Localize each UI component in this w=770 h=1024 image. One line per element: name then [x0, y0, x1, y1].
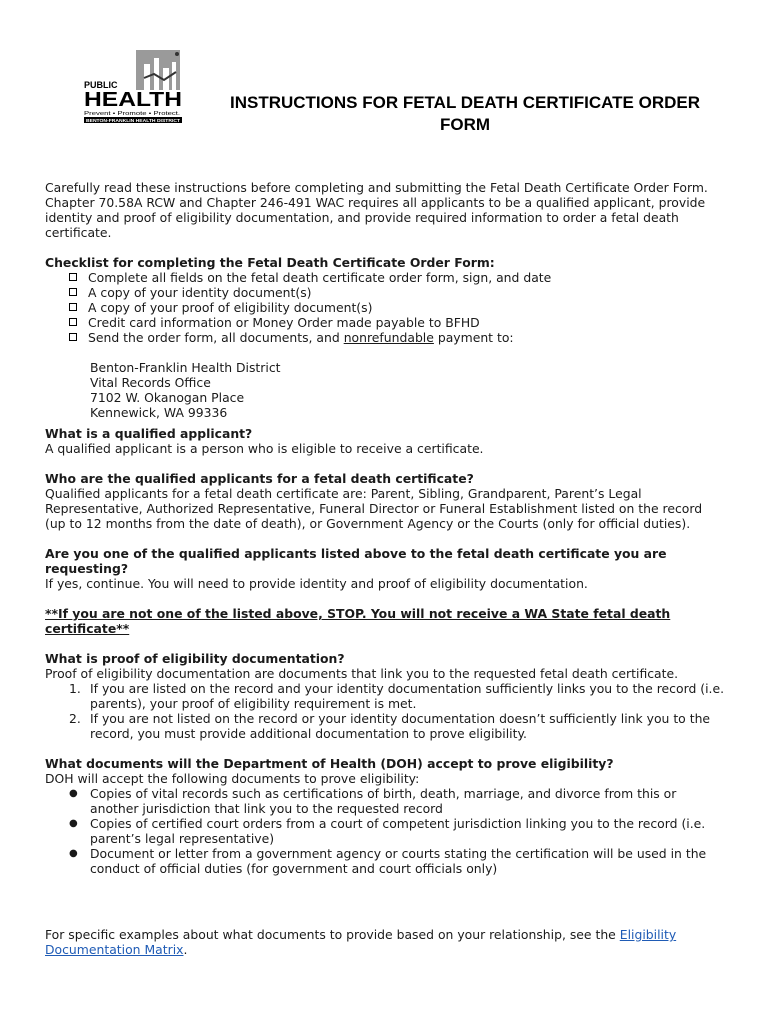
intro-paragraph: Carefully read these instructions before completing and submitting the Fetal Death Certificate Order Form. Chapter 70.58A RCW and Chapter 246-491 WAC requires all applicants to be a qualified applicant, provide identity and proof of eligibility documentation, and provide required information to order a fetal death certificate. [45, 180, 708, 240]
bullet-icon: ● [69, 848, 78, 859]
checklist-heading: Checklist for completing the Fetal Death Certificate Order Form: [45, 255, 495, 270]
stop-notice: **If you are not one of the listed above, STOP. You will not receive a WA State fetal death certificate** [45, 606, 671, 636]
nonrefundable-text: nonrefundable [343, 330, 434, 345]
checklist-item: A copy of your identity document(s) [69, 285, 725, 300]
checkbox-icon [69, 288, 77, 296]
logo-main-text: HEALTH [84, 89, 182, 111]
checklist-item: Send the order form, all documents, and nonrefundable payment to: [69, 330, 725, 345]
bullet-icon: ● [69, 818, 78, 829]
address-line-2: Vital Records Office [90, 375, 211, 390]
are-you-text: If yes, continue. You will need to provide identity and proof of eligibility documentation. [45, 576, 588, 591]
logo-tagline: Prevent • Promote • Protect. [84, 111, 181, 117]
list-item: ● Copies of certified court orders from a court of competent jurisdiction linking you to the record (i.e. parent’s legal representative) [69, 816, 706, 846]
checklist-item: Complete all fields on the fetal death certificate order form, sign, and date [69, 270, 725, 285]
address-line-3: 7102 W. Okanogan Place [90, 390, 245, 405]
address-line-4: Kennewick, WA 99336 [90, 405, 228, 420]
public-health-logo [84, 48, 184, 126]
who-heading: Who are the qualified applicants for a fetal death certificate? [45, 471, 474, 486]
title-line-2: FORM [439, 115, 491, 134]
bullet-icon: ● [69, 788, 78, 799]
checkbox-icon [69, 318, 77, 326]
list-item: ● Copies of vital records such as certifications of birth, death, marriage, and divorce from this or another jurisdiction that link you to the requested record [69, 786, 677, 816]
instructions-body [45, 180, 725, 876]
proof-text: Proof of eligibility documentation are documents that link you to the requested fetal death certificate. [45, 666, 679, 681]
eligibility-matrix-link[interactable]: Eligibility Documentation Matrix [45, 927, 677, 957]
doh-heading: What documents will the Department of Health (DOH) accept to prove eligibility? [45, 756, 614, 771]
are-you-heading: Are you one of the qualified applicants listed above to the fetal death certificate you are requesting? [45, 546, 667, 576]
list-item: 1. If you are listed on the record and your identity documentation sufficiently links you to the record (i.e. parents), your proof of eligibility requirement is met. [69, 681, 725, 711]
qualified-heading: What is a qualified applicant? [45, 426, 253, 441]
doh-list [45, 786, 725, 876]
checklist-item: A copy of your proof of eligibility document(s) [69, 300, 725, 315]
logo-district: BENTON-FRANKLIN HEALTH DISTRICT [86, 118, 181, 123]
checkbox-icon [69, 273, 77, 281]
footer-note: For specific examples about what documents to provide based on your relationship, see the Eligibility Documentation Matrix. [45, 927, 677, 957]
checklist [45, 270, 725, 345]
checkbox-icon [69, 303, 77, 311]
proof-heading: What is proof of eligibility documentation? [45, 651, 345, 666]
checkbox-icon [69, 333, 77, 341]
qualified-text: A qualified applicant is a person who is eligible to receive a certificate. [45, 441, 484, 456]
logo-top-text: PUBLIC [84, 80, 118, 90]
checklist-item: Credit card information or Money Order made payable to BFHD [69, 315, 725, 330]
proof-list [45, 681, 725, 741]
doh-text: DOH will accept the following documents to prove eligibility: [45, 771, 420, 786]
document-title [200, 92, 730, 136]
title-line-1: INSTRUCTIONS FOR FETAL DEATH CERTIFICATE ORDER [229, 93, 700, 112]
list-item: 2. If you are not listed on the record or your identity documentation doesn’t sufficiently link you to the record, you must provide additional documentation to prove eligibility. [69, 711, 711, 741]
mailing-address [90, 360, 725, 420]
who-text: Qualified applicants for a fetal death certificate are: Parent, Sibling, Grandparent, Parent’s Legal Representative, Authorized Representative, Funeral Director or Funeral Establishment listed on the record (up to 12 months from the date of death), or Government Agency or the Courts (only for official duties). [45, 486, 703, 531]
address-line-1: Benton-Franklin Health District [90, 360, 281, 375]
list-item: ● Document or letter from a government agency or courts stating the certification will be used in the conduct of official duties (for government and court officials only) [69, 846, 707, 876]
